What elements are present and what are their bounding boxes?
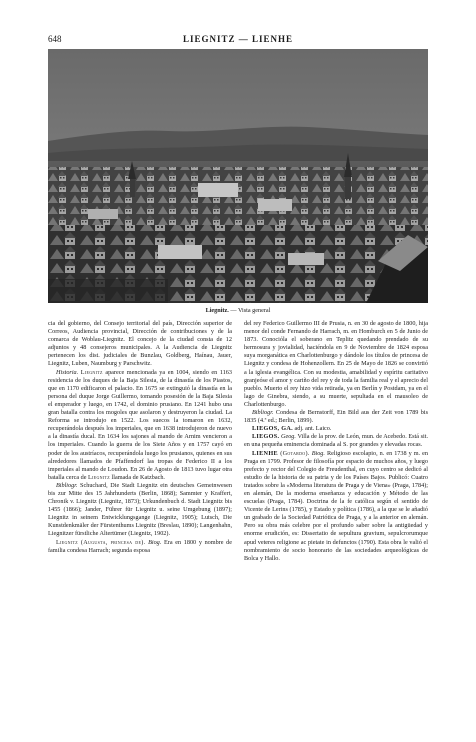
page-header <box>48 33 428 45</box>
paragraph-text: adj. ant. Laico. <box>292 425 332 433</box>
paragraph: cia del gobierno, del Consejo territorial del país, Dirección superior de Correos, Audiencia provincial, Dirección de contribuciones y de la comarca de Woblau-Liegnitz. El concejo de la ciudad consta de 12 adjuntos y 48 consejeros municipales. A la Audiencia de Liegnitz pertenecen los dist. judiciales de Bunzlau, Goldberg, Haínau, Jauer, Liegnitz, Luben, Naumburg y Parschwitz. <box>48 320 232 368</box>
paragraph-text: Era en 1800 y nombre de familia condesa Harrach; segunda esposa <box>48 538 232 554</box>
caption-rest: — Vista general <box>228 307 271 314</box>
entry-headword: LIEGOS. <box>252 433 280 441</box>
entry-paragraph <box>244 433 428 449</box>
entry-headword: LIENHE <box>252 449 278 457</box>
paragraph-text: Schuchard, Die Stadt Liegnitz ein deutsches Gemeinwesen bis zur Mitte des 15 Jahrhunderts (Berlin, 1868); Sammter y Kraffert, Chronik v. Liegnitz (Liegnitz, 1873); Urkundenbuch d. Stadt Liegnitz bis 1455 (1866); Jander, Führer für Liegnitz u. seine Umgebung (1897); Liegnitz in seinem Entwicklungsgange (Liegnitz, 1905); Lutsch, Die Kunstdenkmäler der Fürstenthums Liegnitz (Breslau, 1890); Langenhahn, Liegnitzer fürstliche Altertümer (Liegnitz, 1902). <box>48 481 232 538</box>
entry-headword: Liegnitz (Augusta, princesa de). <box>56 538 146 546</box>
running-head: LIEGNITZ — LIENHE <box>182 34 294 44</box>
section-label: Bibliogr. <box>252 409 274 417</box>
headword-ref: Liegnitz <box>80 368 103 376</box>
entry-paragraph <box>244 450 428 563</box>
right-column <box>244 320 428 705</box>
section-label: Biog. <box>311 449 325 457</box>
text-columns <box>48 320 428 705</box>
headword-ref: Liegnitz <box>88 473 110 481</box>
section-label: Geog. <box>281 433 296 441</box>
figure-caption <box>48 307 428 315</box>
paragraph-text: aparece mencionada ya en 1004, siendo en 1163 residencia de los duques de la Baja Silesia, de la dinastía de los Piastos, que en 1170 edificaron el palacio. En 1675 se extinguió la dinastía en la persona del duque Jorge Guillermo, tomando posesión de la Baja Silesia el emperador y luego, en 1742, el dominio prusiano. En 1241 hubo una gran batalla contra los mogoles que asolaron y destruyeron la ciudad. La Reforma se introdujo en 1522. Los suecos la tomaron en 1632, recuperándola después los imperiales, que en 1638 introdujeron de nuevo a la dinastía ducal. En 1634 los sajones al mando de Arnim vencieron a los imperiales. Cuando la guerra de los Siete Años y en 1757 cayó en poder de los austríacos, recuperándola luego los prusianos, quienes en sus alrededores llamados de Pfaffendorf las tropas de Federico II a los imperiales al mando de Loudon. En 26 de Agosto de 1813 tuvo lugar otra batalla cerca de <box>48 368 232 481</box>
left-column <box>48 320 232 705</box>
entry-headword: LIEGOS, GA. <box>252 425 293 433</box>
city-panorama-photo <box>48 49 428 303</box>
bibliography-paragraph <box>48 482 232 539</box>
paragraph-text: Religioso escolapio, n. en 1738 y m. en Praga en 1799. Profesor de filosofía por espacio de muchos años, y luego prefecto y rector del Colegio de Freudenthal, en cuyo centro se dedicó al estudio de la historia de su patria y de los Países Bajos. Publicó: Cuatro tratados sobre la «Moderna literatura de Praga y de Viena» (Praga, 1784); en alemán, De la moderna enseñanza y educación y Método de las escuelas (Praga, 1784). Doctrina de la fe católica según el sentido de Vicente de Lerins (1785), y Estado y política (1786), a la que se le añadió un grabado de la Sociedad Patriótica de Praga, y a la anterior en alemán. Pero su obra más celebre por el profundo saber sobre la antigüedad y enorme erudición, es: Dissertatio de sepultura gravium, sepulcrorumque apud veteres religione ac pietate in defunctos (1790). Esta obra le valió el nombramiento de socio honorario de las sociedades arqueológicas de Bolca y Hallo. <box>244 449 428 562</box>
page-number: 648 <box>48 34 62 44</box>
caption-lead: Liegnitz. <box>205 307 229 314</box>
history-paragraph <box>48 369 232 482</box>
bibliography-paragraph <box>244 409 428 425</box>
section-label: Historia. <box>56 368 79 376</box>
entry-paragraph <box>48 539 232 555</box>
section-label: Biog. <box>148 538 162 546</box>
paragraph: del rey Federico Guillermo III de Prusia, n. en 30 de agosto de 1800, hija menor del conde Fernando de Harrach, m. en Homburch en 5 de Junio de 1873. Conocióla el soberano en Teplitz quedando prendado de su hermosura y jovialidad, haciéndola en 9 de Noviembre de 1824 esposa suya morganática en Charlottenburgo y dándole los títulos de princesa de Liegnitz y condesa de Hohenzollern. En 25 de Mayo de 1826 se convirtió a la iglesia evangélica. Con su modestia, amabilidad y espíritu caritativo granjeóse el amor y cariño del rey y de toda la familia real y el aprecio del pueblo. Muerto el rey hizo vida retirada, ya en Berlín y Postdam, ya en el lago de Ginebra, siendo, a su muerte, sepultada en el mausoleo de Charlottenburgo. <box>244 320 428 408</box>
paragraph-text: Villa de la prov. de León, mun. de Acebedo. Está sit. en una pequeña eminencia dominada al S. por grandes y elevadas rocas. <box>244 433 428 449</box>
paragraph-text: llamada de Katzbach. <box>109 473 165 481</box>
entry-paragraph <box>244 425 428 433</box>
section-label: Bibliogr. <box>56 481 78 489</box>
paragraph-text: Condesa de Bernstorff, Ein Bild aus der Zeit von 1789 bis 1835 (4.ª ed.; Berlin, 1899). <box>244 409 428 425</box>
entry-parenthetical: (Gotardo). <box>277 449 310 457</box>
